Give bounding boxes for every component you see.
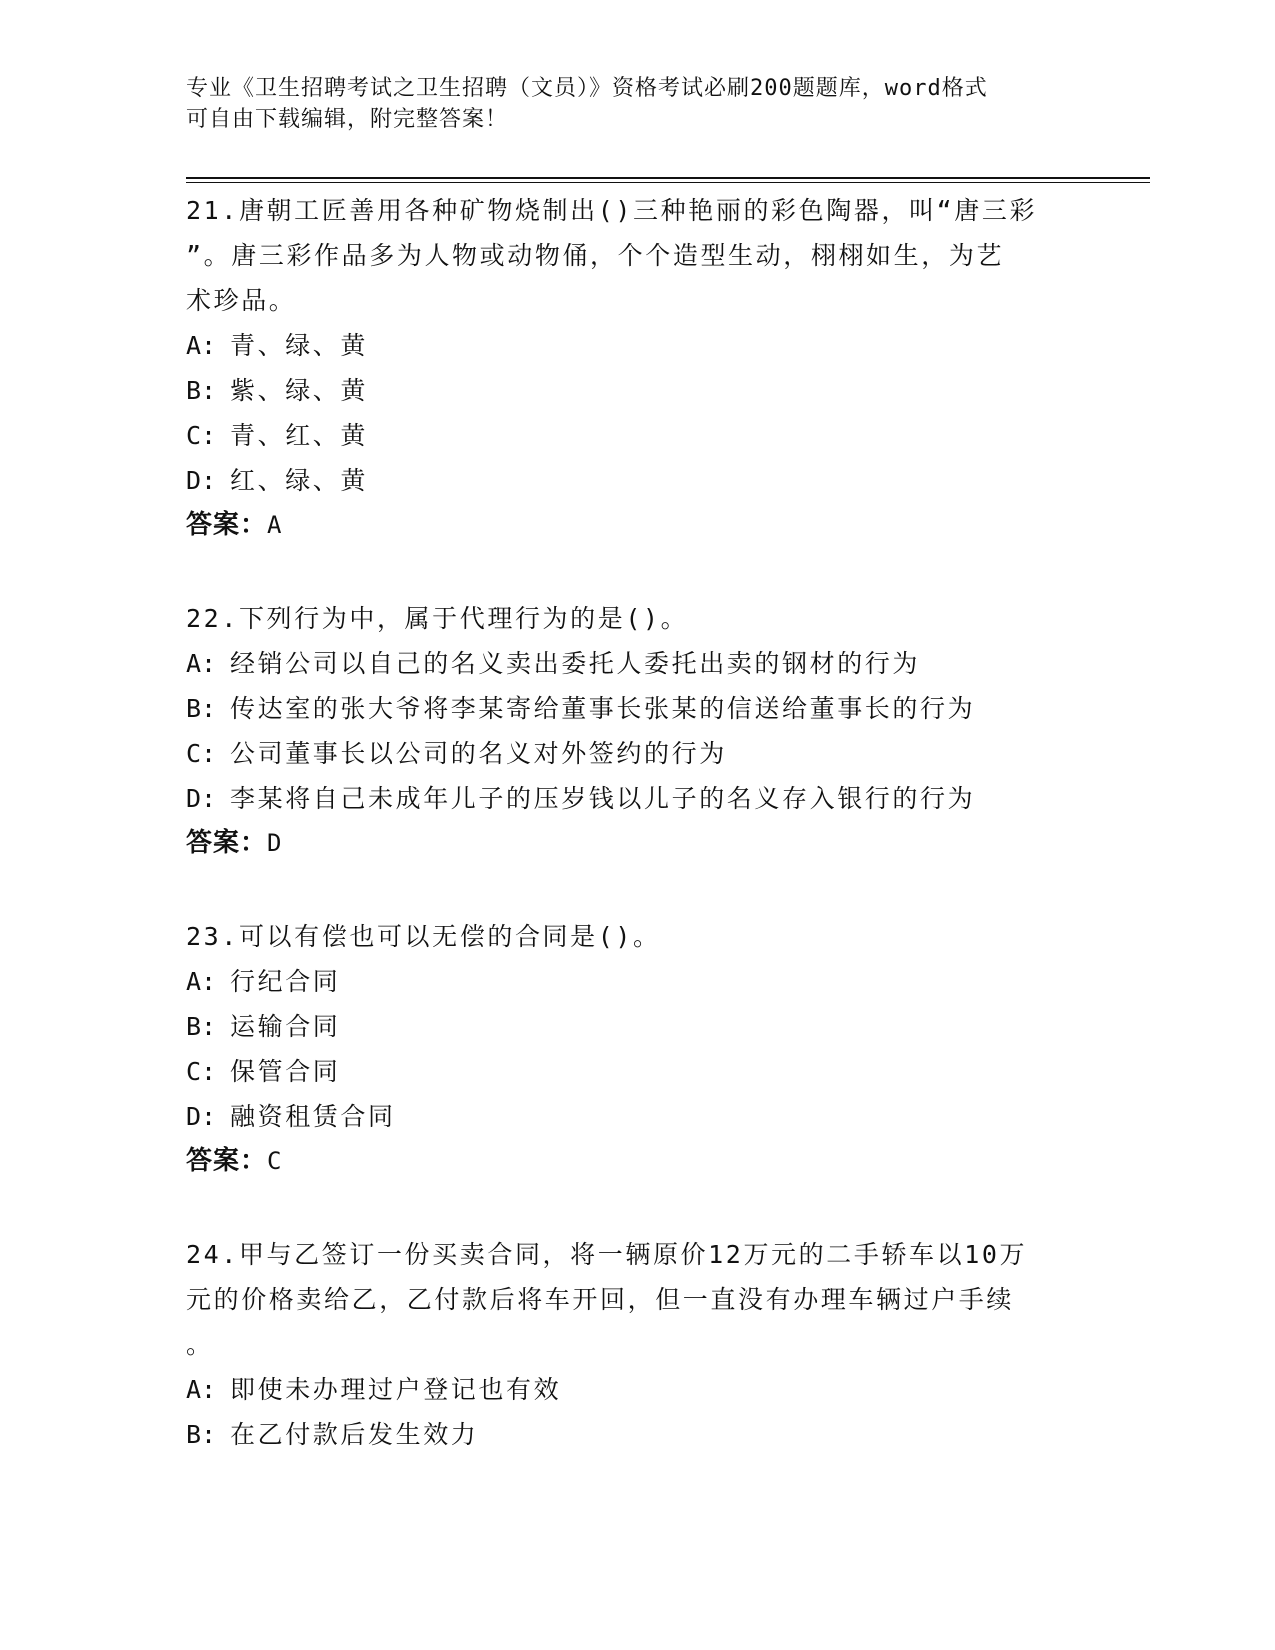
option-key: D:	[186, 466, 217, 495]
question-22	[186, 596, 1086, 866]
option-text: 传达室的张大爷将李某寄给董事长张某的信送给董事长的行为	[230, 694, 976, 723]
option-key: C:	[186, 1057, 217, 1086]
answer-label: 答案：	[186, 1146, 268, 1176]
option-text: 青、红、黄	[230, 421, 369, 450]
option-b	[186, 686, 1086, 731]
header-line-1: 专业《卫生招聘考试之卫生招聘（文员）》资格考试必刷200题题库，word格式	[186, 76, 988, 101]
option-text: 即使未办理过户登记也有效	[230, 1375, 562, 1404]
answer-value: D	[267, 829, 283, 857]
option-d	[186, 1094, 1086, 1139]
question-stem-line: 。	[186, 1330, 214, 1359]
question-stem-line: 21.唐朝工匠善用各种矿物烧制出()三种艳丽的彩色陶器，叫“唐三彩	[186, 196, 1038, 225]
option-key: B:	[186, 694, 217, 723]
option-c	[186, 731, 1086, 776]
option-key: D:	[186, 1102, 217, 1131]
answer-line	[186, 1139, 1086, 1184]
option-a	[186, 641, 1086, 686]
option-text: 李某将自己未成年儿子的压岁钱以儿子的名义存入银行的行为	[230, 784, 976, 813]
header-line-2: 可自由下载编辑，附完整答案！	[186, 107, 509, 132]
question-stem-line: 24.甲与乙签订一份买卖合同，将一辆原价12万元的二手轿车以10万	[186, 1240, 1028, 1269]
answer-value: C	[267, 1147, 283, 1175]
option-b	[186, 1412, 1086, 1457]
option-key: C:	[186, 421, 217, 450]
option-key: B:	[186, 1420, 217, 1449]
option-key: A:	[186, 1375, 217, 1404]
option-key: A:	[186, 331, 217, 360]
option-text: 在乙付款后发生效力	[230, 1420, 479, 1449]
option-key: C:	[186, 739, 217, 768]
option-d	[186, 458, 1086, 503]
answer-line	[186, 821, 1086, 866]
option-b	[186, 368, 1086, 413]
answer-label: 答案：	[186, 828, 268, 858]
option-key: B:	[186, 376, 217, 405]
option-b	[186, 1004, 1086, 1049]
option-a	[186, 959, 1086, 1004]
option-key: A:	[186, 967, 217, 996]
header-divider-thick	[186, 177, 1150, 179]
question-23	[186, 914, 1086, 1184]
question-stem-line: 22.下列行为中，属于代理行为的是()。	[186, 604, 689, 633]
option-text: 融资租赁合同	[230, 1102, 396, 1131]
question-stem-line: 23.可以有偿也可以无偿的合同是()。	[186, 922, 661, 951]
question-stem-line: ”。唐三彩作品多为人物或动物俑，个个造型生动，栩栩如生，为艺	[186, 241, 1005, 270]
question-24	[186, 1232, 1086, 1457]
option-text: 红、绿、黄	[230, 466, 369, 495]
option-c	[186, 1049, 1086, 1094]
option-key: D:	[186, 784, 217, 813]
question-stem-line: 元的价格卖给乙，乙付款后将车开回，但一直没有办理车辆过户手续	[186, 1285, 1015, 1314]
question-stem-line: 术珍品。	[186, 286, 297, 315]
option-text: 紫、绿、黄	[230, 376, 369, 405]
option-text: 行纪合同	[230, 967, 341, 996]
option-key: A:	[186, 649, 217, 678]
option-a	[186, 1367, 1086, 1412]
option-d	[186, 776, 1086, 821]
option-a	[186, 323, 1086, 368]
option-text: 运输合同	[230, 1012, 341, 1041]
option-text: 经销公司以自己的名义卖出委托人委托出卖的钢材的行为	[230, 649, 921, 678]
option-key: B:	[186, 1012, 217, 1041]
option-c	[186, 413, 1086, 458]
document-header	[186, 73, 1066, 135]
option-text: 青、绿、黄	[230, 331, 369, 360]
header-divider-thin	[186, 182, 1150, 183]
option-text: 保管合同	[230, 1057, 341, 1086]
answer-label: 答案：	[186, 510, 268, 540]
answer-line	[186, 503, 1086, 548]
answer-value: A	[267, 511, 283, 539]
question-21	[186, 188, 1086, 548]
option-text: 公司董事长以公司的名义对外签约的行为	[230, 739, 727, 768]
